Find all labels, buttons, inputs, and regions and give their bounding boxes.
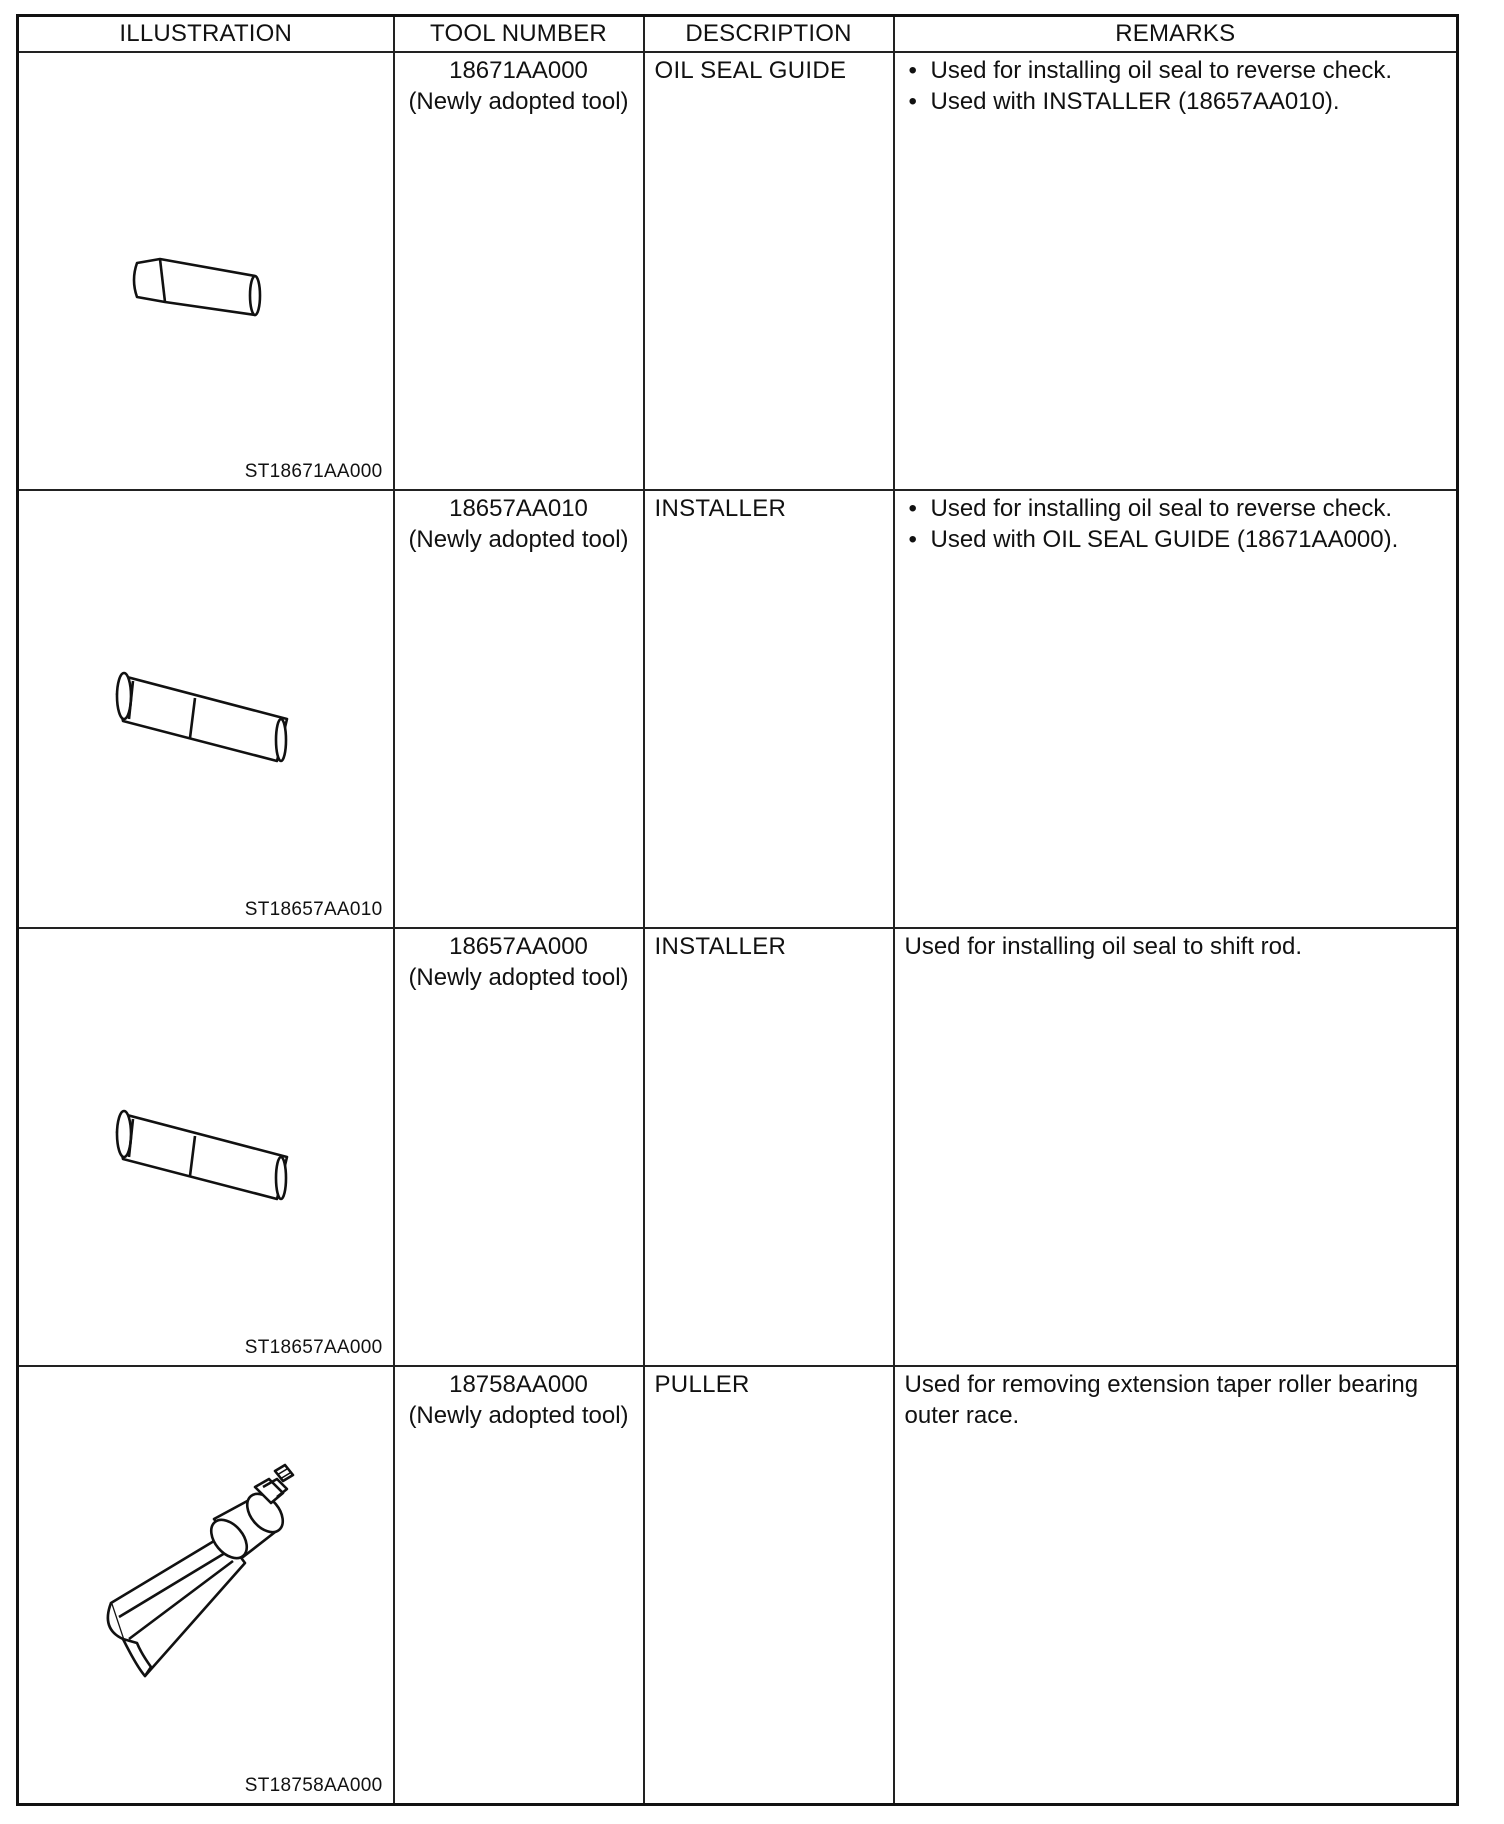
tool-number-cell (394, 52, 644, 490)
remark-text: Used for installing oil seal to shift rod. (904, 933, 1303, 960)
table-row (18, 52, 1458, 490)
table-row (18, 928, 1458, 1366)
illustration-code: ST18657AA010 (244, 899, 383, 920)
remark-item (905, 493, 1447, 524)
illustration-cell (18, 928, 394, 1366)
bullet-icon: • (908, 57, 917, 84)
tool-number-cell (394, 1366, 644, 1805)
puller-drawing-icon (19, 1367, 395, 1801)
remark-item (905, 524, 1447, 555)
tool-number-cell (394, 490, 644, 928)
tool-number: 18671AA000 (449, 57, 588, 84)
tool-note: (Newly adopted tool) (408, 526, 629, 553)
header-tool-number: TOOL NUMBER (394, 16, 644, 53)
oil-seal-guide-drawing-icon (19, 53, 395, 487)
illustration-cell (18, 1366, 394, 1805)
remark-text: Used with INSTALLER (18657AA010). (930, 88, 1340, 115)
description-cell: OIL SEAL GUIDE (644, 52, 894, 490)
tool-number: 18758AA000 (449, 1371, 588, 1398)
remark-item (905, 86, 1447, 117)
description-cell: PULLER (644, 1366, 894, 1805)
remarks-cell (894, 928, 1458, 1366)
bullet-icon: • (908, 526, 917, 553)
installer-drawing-icon (19, 929, 395, 1363)
illustration-code: ST18758AA000 (244, 1775, 383, 1796)
illustration-code: ST18671AA000 (244, 461, 383, 482)
remark-item (905, 55, 1447, 86)
remarks-cell (894, 1366, 1458, 1805)
bullet-icon: • (908, 88, 917, 115)
illustration-cell (18, 490, 394, 928)
remarks-cell (894, 490, 1458, 928)
tool-number-cell (394, 928, 644, 1366)
special-tools-table (16, 14, 1459, 1806)
remark-text: Used for installing oil seal to reverse check. (930, 495, 1393, 522)
remarks-cell (894, 52, 1458, 490)
table-row (18, 1366, 1458, 1805)
tool-note: (Newly adopted tool) (408, 1402, 629, 1429)
description-cell: INSTALLER (644, 928, 894, 1366)
installer-drawing-icon (19, 491, 395, 925)
tool-number: 18657AA010 (449, 495, 588, 522)
header-row (18, 16, 1458, 53)
tool-number: 18657AA000 (449, 933, 588, 960)
tool-note: (Newly adopted tool) (408, 88, 629, 115)
tool-note: (Newly adopted tool) (408, 964, 629, 991)
remark-text: Used with OIL SEAL GUIDE (18671AA000). (930, 526, 1399, 553)
illustration-cell (18, 52, 394, 490)
description-cell: INSTALLER (644, 490, 894, 928)
bullet-icon: • (908, 495, 917, 522)
header-description: DESCRIPTION (644, 16, 894, 53)
header-remarks: REMARKS (894, 16, 1458, 53)
table-row (18, 490, 1458, 928)
remark-text: Used for removing extension taper roller bearing outer race. (904, 1371, 1419, 1429)
illustration-code: ST18657AA000 (244, 1337, 383, 1358)
header-illustration: ILLUSTRATION (18, 16, 394, 53)
remark-text: Used for installing oil seal to reverse check. (930, 57, 1393, 84)
